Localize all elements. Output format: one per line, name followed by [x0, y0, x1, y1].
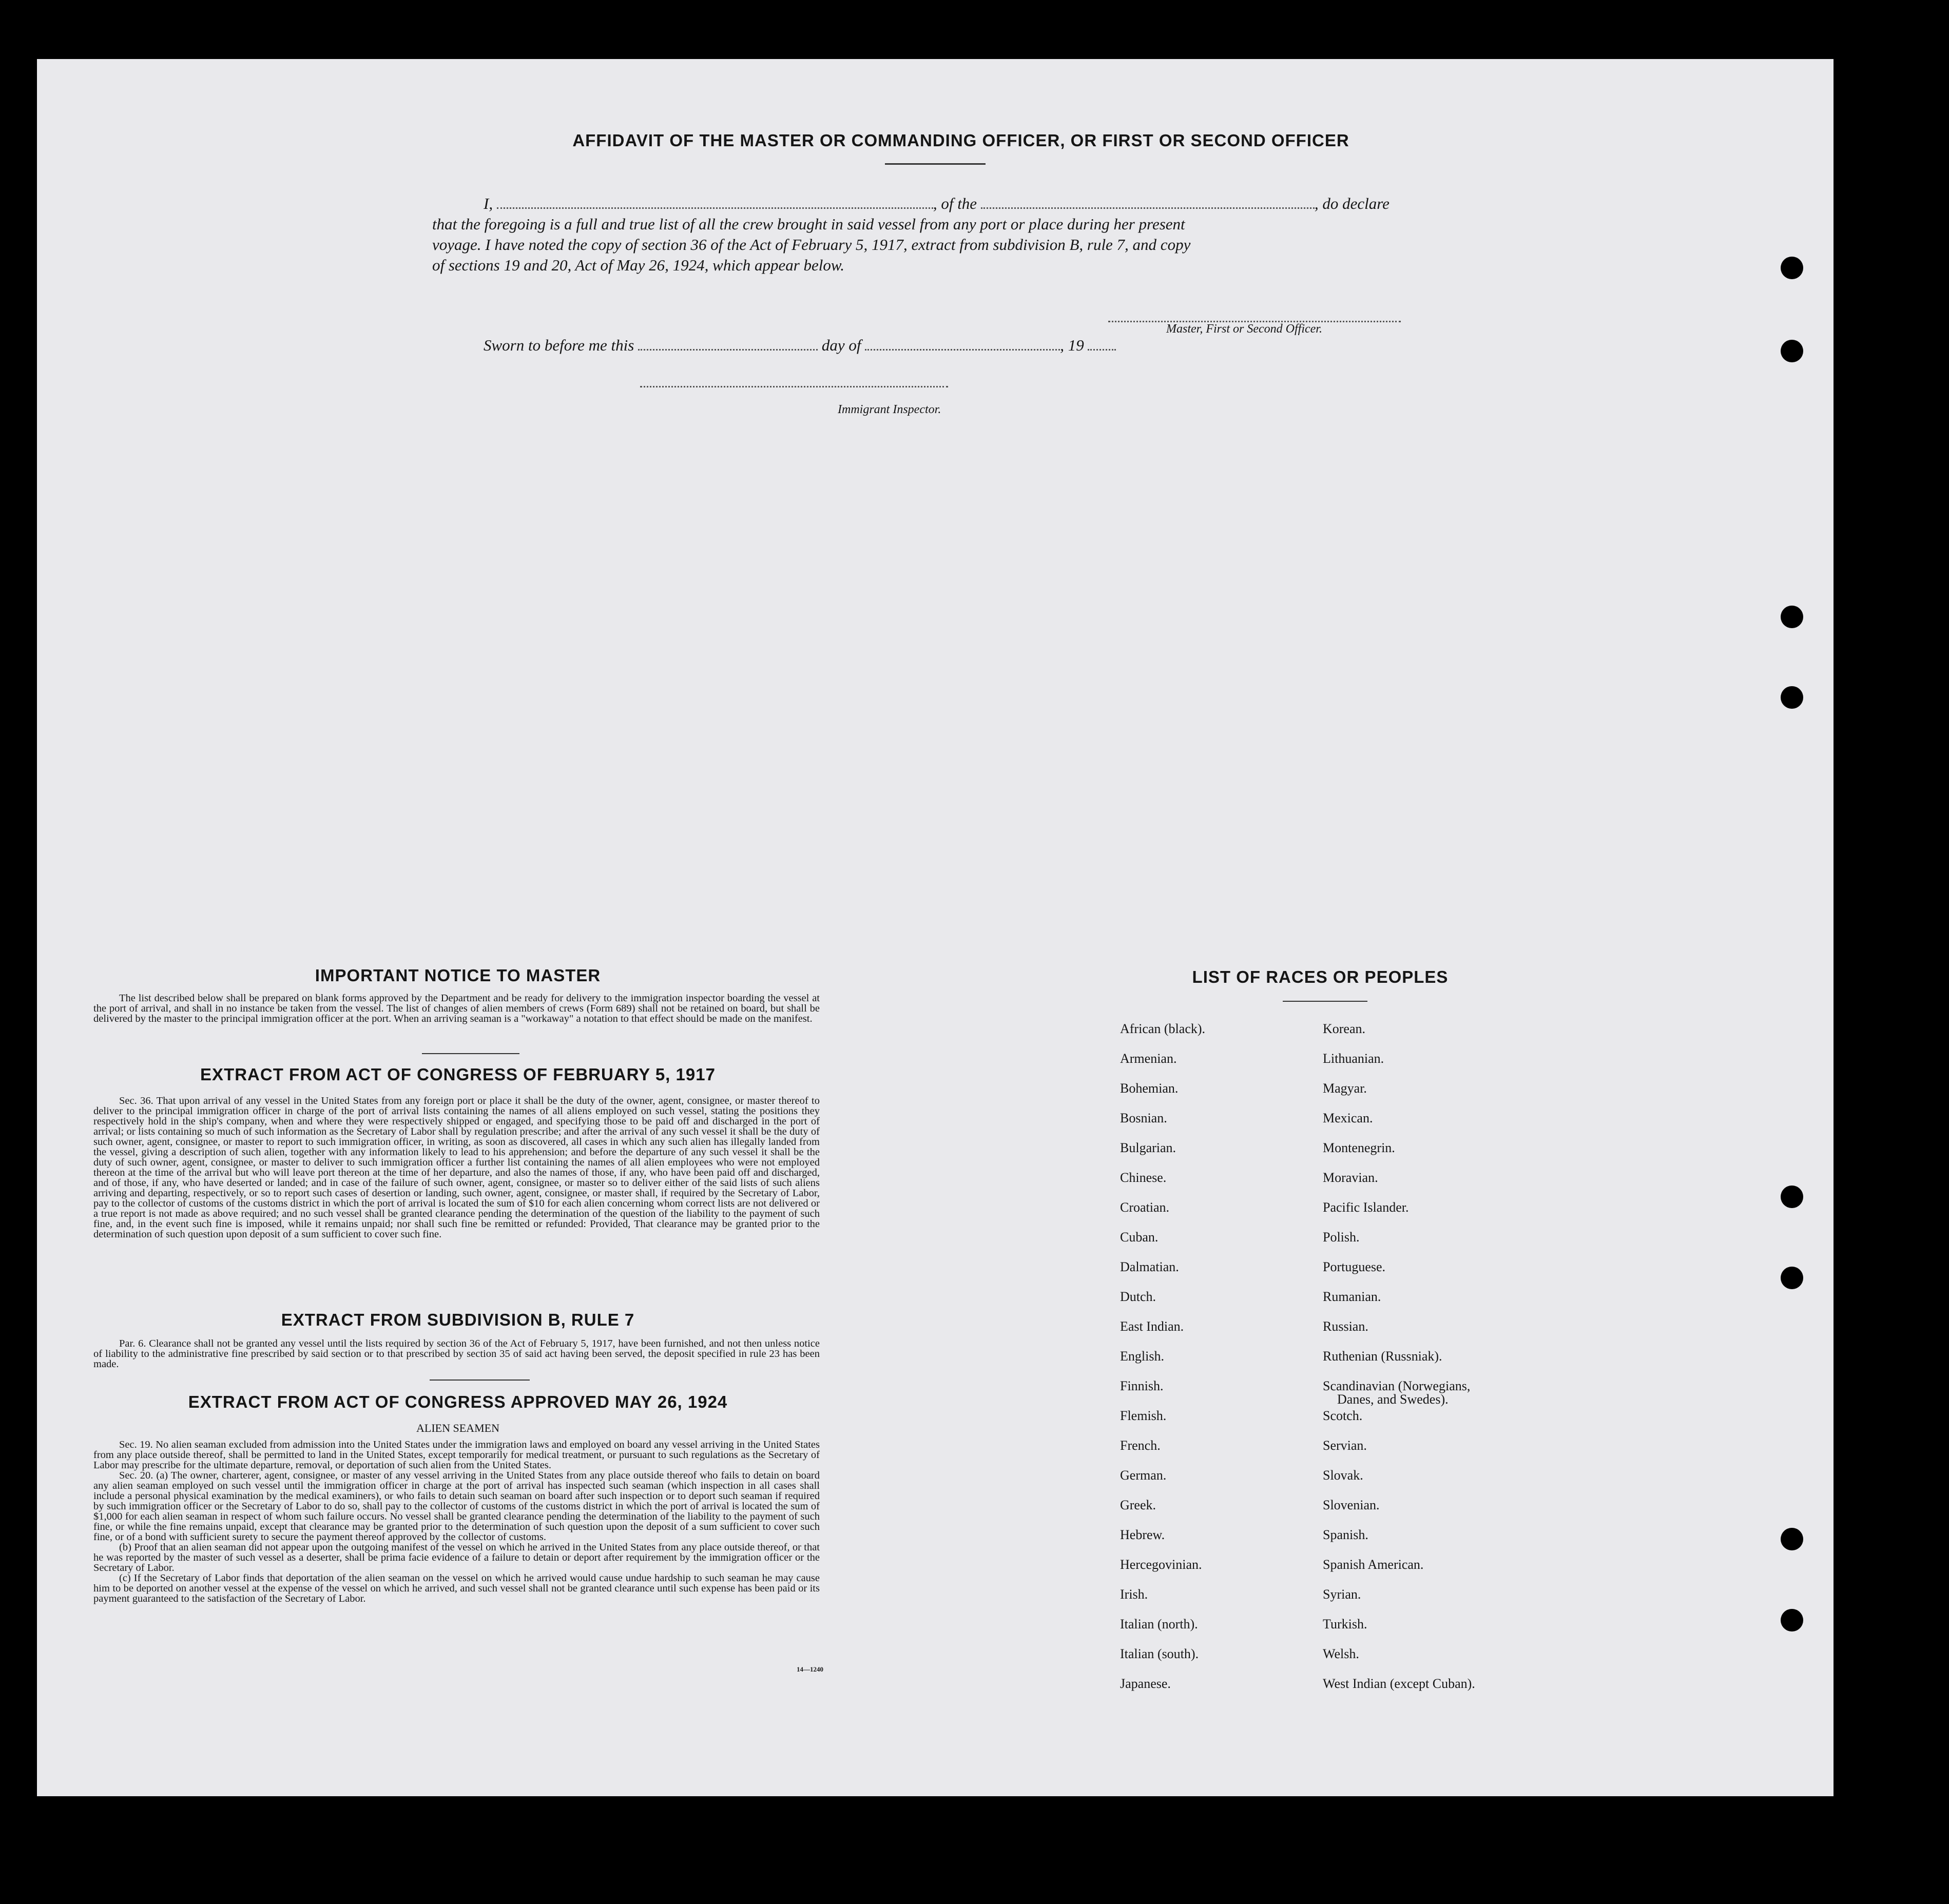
- section-19-paragraph: Sec. 19. No alien seaman excluded from admission into the United States under the immigration laws and employed on board any vessel arriving in the United States from any place outside thereof, shall be permitted to land in the United States, except temporarily for medical treatment, or pursuant to such regulations as the Secretary of Labor may prescribe for the ultimate departure, removal, or deportation of such alien from the United States.: [93, 1439, 820, 1471]
- race-item: Spanish American.: [1323, 1557, 1424, 1572]
- rule-7-paragraph: Par. 6. Clearance shall not be granted any vessel until the lists required by section 36 of the Act of February 5, 1917, have been furnished, and not then unless notice of liability to the administrative fine prescribed by said section or to that prescribed by section 35 of said act having been served, the deposit specified in rule 23 has been made.: [93, 1338, 820, 1370]
- extract-rule7-title: EXTRACT FROM SUBDIVISION B, RULE 7: [281, 1310, 635, 1329]
- race-item: Turkish.: [1323, 1617, 1367, 1631]
- title-rule: [885, 163, 986, 165]
- extract-1917-body: [93, 1096, 820, 1239]
- race-item: Slovak.: [1323, 1468, 1363, 1483]
- races-title-rule: [1283, 1001, 1367, 1002]
- year-label: , 19: [1060, 336, 1084, 354]
- i-label: I,: [484, 195, 493, 212]
- race-item: Polish.: [1323, 1230, 1360, 1245]
- section-36-paragraph: Sec. 36. That upon arrival of any vessel in the United States from any foreign port or place it shall be the duty of the owner, agent, consignee, or master thereof to deliver to the principal immigration officer in charge of the port of arrival lists containing the names of all aliens employed on such vessel, stating the positions they respectively hold in the ship's company, when and where they were respectively shipped or engaged, and specifying those to be paid off and discharged in the port of arrival; or lists containing so much of such information as the Secretary of Labor shall by regulation prescribe; and after the arrival of any such vessel it shall be the duty of such owner, agent, consignee, or master to report to such immigration officer, in writing, as soon as discovered, all cases in which any such alien has illegally landed from the vessel, giving a description of such alien, together with any information likely to lead to his apprehension; and before the departure of any such vessel it shall be the duty of such owner, agent, consignee, or master to deliver to such immigration officer a further list containing the names of all alien employees who were not employed thereon at the time of the arrival but who will leave port thereon at the time of her departure, and also the names of those, if any, who have been paid off and discharged, and of those, if any, who have deserted or landed; and in case of the failure of such owner, agent, consignee, or master so to deliver either of the said lists of such aliens arriving and departing, respectively, or so to report such cases of desertion or landing, such owner, agent, consignee, or master shall, if required by the Secretary of Labor, pay to the collector of customs of the customs district in which the port of arrival is located the sum of $10 for each alien concerning whom correct lists are not delivered or a true report is not made as above required; and no such vessel shall be granted clearance pending the determination of the question of the liability to the payment of such fine, and, in the event such fine is imposed, while it remains unpaid; nor shall such fine be remitted or refunded: Provided, That clearance may be granted prior to the determination of such question upon deposit of a sum sufficient to cover such fine.: [93, 1095, 820, 1240]
- races-title: LIST OF RACES OR PEOPLES: [1192, 967, 1449, 986]
- section-20c-paragraph: (c) If the Secretary of Labor finds that deportation of the alien seaman on the vessel on which he arrived would cause undue hardship to such seaman he may cause him to be deported on another vessel at the expense of the vessel on which he arrived, and such vessel shall not be granted clearance until such expense has been paid or its payment guaranteed to the satisfaction of the Secretary of Labor.: [93, 1572, 820, 1604]
- race-item: Irish.: [1120, 1587, 1148, 1602]
- of-the-label: , of the: [933, 195, 977, 212]
- race-item: Bulgarian.: [1120, 1140, 1176, 1155]
- race-item: Lithuanian.: [1323, 1051, 1384, 1066]
- race-item: Ruthenian (Russniak).: [1323, 1349, 1442, 1364]
- master-signature-label: Master, First or Second Officer.: [1166, 322, 1322, 336]
- race-item: Italian (north).: [1120, 1617, 1198, 1631]
- race-item: Greek.: [1120, 1498, 1156, 1512]
- section-20b-paragraph: (b) Proof that an alien seaman did not appear upon the outgoing manifest of the vessel on which he arrived in the United States from any place outside thereof, or that he was reported by the master of such vessel as a deserter, shall be prima facie evidence of a failure to detain or deport after requirement by the immigration officer or the Secretary of Labor.: [93, 1542, 820, 1573]
- race-item: Bohemian.: [1120, 1081, 1179, 1096]
- race-item: Finnish.: [1120, 1378, 1164, 1393]
- race-item: Japanese.: [1120, 1676, 1171, 1691]
- alien-seamen-subtitle: ALIEN SEAMEN: [416, 1422, 499, 1434]
- race-item: Servian.: [1323, 1438, 1367, 1453]
- section-rule: [422, 1053, 519, 1054]
- sworn-day-field[interactable]: [638, 349, 818, 351]
- sworn-month-field[interactable]: [865, 349, 1060, 351]
- race-item: Slovenian.: [1323, 1498, 1380, 1512]
- race-item: Dutch.: [1120, 1289, 1156, 1304]
- race-item: Portuguese.: [1323, 1259, 1386, 1274]
- section-20a-paragraph: Sec. 20. (a) The owner, charterer, agent, consignee, or master of any vessel arriving in the United States from any place outside thereof who fails to detain on board any alien seaman employed on such vessel until the immigration officer in charge at the port of arrival has inspected such seaman (which inspection in all cases shall include a personal physical examination by the medical examiners), or who fails to detain such seaman on board after such inspection or to deport such seaman if required by such immigration officer or the Secretary of Labor to do so, shall pay to the collector of customs of the customs district in which the port of arrival is located the sum of $1,000 for each alien seaman in respect of whom such failure occurs. No vessel shall be granted clearance pending the determination of the liability to the payment of such fine, or while the fine remains unpaid, except that clearance may be granted prior to the determination of such question upon the deposit of a sum sufficient to cover such fine, or of a bond with sufficient surety to secure the payment thereof approved by the collector of customs.: [93, 1470, 820, 1543]
- race-item: Scotch.: [1323, 1408, 1363, 1423]
- race-item: Russian.: [1323, 1319, 1368, 1334]
- race-item: Magyar.: [1323, 1081, 1367, 1096]
- race-item: Scandinavian (Norwegians,: [1323, 1378, 1471, 1393]
- form-number: 14—1240: [797, 1665, 823, 1673]
- do-declare-label: , do declare: [1314, 195, 1390, 212]
- affidavit-title: AFFIDAVIT OF THE MASTER OR COMMANDING OFFICER, OR FIRST OR SECOND OFFICER: [572, 131, 1349, 150]
- punch-hole: [1781, 1609, 1803, 1631]
- race-item: Syrian.: [1323, 1587, 1361, 1602]
- race-item: West Indian (except Cuban).: [1323, 1676, 1475, 1691]
- race-item: Croatian.: [1120, 1200, 1170, 1215]
- race-item: Montenegrin.: [1323, 1140, 1395, 1155]
- race-item: East Indian.: [1120, 1319, 1184, 1334]
- race-item: African (black).: [1120, 1021, 1206, 1036]
- race-item: Flemish.: [1120, 1408, 1167, 1423]
- race-item: Italian (south).: [1120, 1646, 1199, 1661]
- extract-1924-title: EXTRACT FROM ACT OF CONGRESS APPROVED MAY 26, 1924: [188, 1392, 728, 1411]
- declaration-line-4: of sections 19 and 20, Act of May 26, 1924, which appear below.: [432, 256, 845, 274]
- inspector-signature-label: Immigrant Inspector.: [838, 403, 941, 416]
- vessel-field[interactable]: [981, 207, 1315, 209]
- race-item: Mexican.: [1323, 1111, 1373, 1125]
- punch-hole: [1781, 1267, 1803, 1289]
- declaration-line-3: voyage. I have noted the copy of section 36 of the Act of February 5, 1917, extract from subdivision B, rule 7, and copy: [432, 236, 1191, 254]
- race-item: Danes, and Swedes).: [1337, 1392, 1449, 1407]
- punch-hole: [1781, 686, 1803, 709]
- race-item: Chinese.: [1120, 1170, 1167, 1185]
- inspector-signature-field[interactable]: [640, 386, 948, 387]
- race-item: Cuban.: [1120, 1230, 1159, 1245]
- punch-hole: [1781, 1528, 1803, 1550]
- sworn-label: Sworn to before me this: [484, 336, 634, 354]
- race-item: Korean.: [1323, 1021, 1366, 1036]
- notice-body: [93, 993, 820, 1024]
- extract-1917-title: EXTRACT FROM ACT OF CONGRESS OF FEBRUARY 5, 1917: [200, 1065, 716, 1084]
- sworn-line: [484, 336, 1116, 355]
- race-item: German.: [1120, 1468, 1167, 1483]
- extract-rule7-body: [93, 1338, 820, 1369]
- day-of-label: day of: [821, 336, 861, 354]
- race-item: Spanish.: [1323, 1527, 1368, 1542]
- notice-paragraph: The list described below shall be prepared on blank forms approved by the Department and be ready for delivery to the immigration inspector boarding the vessel at the port of arrival, and shall in no instance be taken from the vessel. The list of changes of alien members of crews (Form 689) shall not be retained on board, but shall be delivered by the master to the principal immigration officer at the port. When an arriving seaman is a "workaway" a notation to that effect should be made on the manifest.: [93, 993, 820, 1024]
- affidavit-declaration: [432, 193, 1474, 276]
- punch-hole: [1781, 257, 1803, 279]
- race-item: Welsh.: [1323, 1646, 1359, 1661]
- race-item: English.: [1120, 1349, 1164, 1364]
- race-item: Armenian.: [1120, 1051, 1177, 1066]
- race-item: Pacific Islander.: [1323, 1200, 1409, 1215]
- race-item: Bosnian.: [1120, 1111, 1167, 1125]
- notice-title: IMPORTANT NOTICE TO MASTER: [315, 966, 601, 985]
- punch-hole: [1781, 340, 1803, 362]
- punch-hole: [1781, 1186, 1803, 1208]
- name-field[interactable]: [497, 207, 933, 209]
- race-item: Hebrew.: [1120, 1527, 1165, 1542]
- race-item: French.: [1120, 1438, 1161, 1453]
- punch-hole: [1781, 606, 1803, 628]
- section-rule: [430, 1380, 530, 1381]
- declaration-line-2: that the foregoing is a full and true list of all the crew brought in said vessel from any port or place during her present: [432, 215, 1185, 233]
- extract-1924-body: [93, 1440, 820, 1604]
- sworn-year-field[interactable]: [1088, 349, 1116, 351]
- race-item: Moravian.: [1323, 1170, 1378, 1185]
- race-item: Rumanian.: [1323, 1289, 1381, 1304]
- race-item: Dalmatian.: [1120, 1259, 1179, 1274]
- race-item: Hercegovinian.: [1120, 1557, 1202, 1572]
- document-page: [37, 59, 1834, 1796]
